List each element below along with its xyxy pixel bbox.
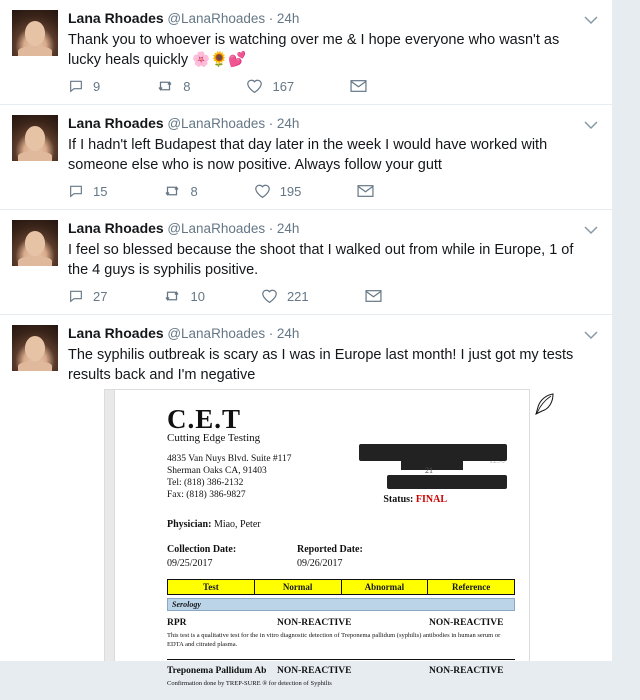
tweet-text: I feel so blessed because the shoot that I walked out from while in Europe, 1 of the 4 guys is syphilis positive. [68, 242, 574, 278]
like-count: 167 [272, 78, 295, 94]
test-name: Treponema Pallidum Ab [167, 666, 267, 676]
display-name[interactable]: Lana Rhoades [68, 220, 164, 236]
retweet-button[interactable] [156, 78, 190, 94]
tweet-text: The syphilis outbreak is scary as I was in Europe last month! I just got my tests results back and I'm negative [68, 347, 574, 383]
collection-date [167, 544, 297, 569]
retweet-button[interactable] [163, 288, 204, 304]
like-button[interactable] [261, 288, 309, 304]
feather-icon [531, 392, 557, 418]
column-header-reference: Reference [451, 582, 491, 592]
avatar-face [25, 21, 45, 45]
like-count: 195 [279, 183, 302, 199]
retweet-button[interactable] [163, 183, 197, 199]
tweet-text: Thank you to whoever is watching over me & I hope everyone who wasn't as lucky heals quickly 🌸🌻💕 [68, 32, 560, 68]
reply-count: 9 [93, 78, 101, 94]
reply-icon [68, 78, 84, 94]
separator-dot: · [268, 11, 274, 26]
column-header-normal: Normal [255, 580, 342, 594]
collection-date-value: 09/25/2017 [167, 558, 213, 569]
retweet-icon [163, 183, 181, 199]
reply-button[interactable] [68, 78, 100, 94]
results-table-header [167, 579, 515, 595]
tweet-body [68, 220, 600, 310]
status-badge [383, 494, 447, 505]
reply-icon [68, 288, 84, 304]
avatar-face [25, 126, 45, 150]
redaction-bar [387, 475, 507, 489]
avatar-face [25, 336, 45, 360]
separator-dot: · [268, 326, 274, 341]
reported-date-value: 09/26/2017 [297, 558, 343, 569]
status-label: Status: [383, 494, 414, 505]
timestamp[interactable]: 24h [276, 326, 300, 341]
tweet-body [68, 10, 600, 100]
avatar-shoulder [18, 46, 52, 56]
chevron-down-icon[interactable] [584, 224, 598, 237]
separator-dot: · [268, 221, 274, 236]
separator-dot: · [268, 116, 274, 131]
avatar[interactable] [12, 115, 58, 161]
reported-date [297, 544, 427, 569]
table-row [167, 618, 515, 630]
avatar[interactable] [12, 325, 58, 371]
chevron-down-icon[interactable] [584, 329, 598, 342]
reply-icon [68, 183, 84, 199]
avatar-shoulder [18, 361, 52, 371]
timestamp[interactable]: 24h [276, 116, 300, 131]
tweet-header [68, 10, 574, 27]
test-reference: NON-REACTIVE [429, 618, 504, 628]
user-handle[interactable]: @LanaRhoades [167, 11, 266, 26]
test-note: Confirmation done by TREP-SURE ® for detection of Syphilis [167, 680, 332, 687]
retweet-count: 10 [190, 288, 205, 304]
cet-tagline: Cutting Edge Testing [167, 432, 261, 444]
user-handle[interactable]: @LanaRhoades [167, 326, 266, 341]
envelope-icon [365, 289, 382, 303]
avatar[interactable] [12, 10, 58, 56]
test-reference: NON-REACTIVE [429, 666, 504, 676]
collection-date-label: Collection Date: [167, 544, 237, 555]
reply-button[interactable] [68, 183, 107, 199]
user-handle[interactable]: @LanaRhoades [167, 116, 266, 131]
avatar-face [25, 231, 45, 255]
display-name[interactable]: Lana Rhoades [68, 10, 164, 26]
test-result: NON-REACTIVE [277, 666, 352, 676]
divider [167, 659, 515, 660]
test-name: RPR [167, 618, 187, 628]
tweet-item[interactable] [0, 105, 612, 210]
tweet-header [68, 220, 574, 237]
address-line: Fax: (818) 386-9827 [167, 490, 246, 500]
reply-count: 15 [93, 183, 108, 199]
test-note: This test is a qualitative test for the in vitro diagnostic detection of Treponema pallidum (syphilis) antibodies in human serum or EDTA and citrated plasma. [167, 632, 501, 648]
physician-value: Miao, Peter [213, 519, 261, 530]
tweet-media[interactable] [12, 389, 600, 687]
chevron-down-icon[interactable] [584, 14, 598, 27]
reported-date-label: Reported Date: [297, 544, 363, 555]
test-result: NON-REACTIVE [277, 618, 352, 628]
tweet-body [68, 115, 600, 205]
tweet-actions [68, 183, 574, 199]
redaction-bar [359, 444, 507, 461]
envelope-icon [357, 184, 374, 198]
heart-icon [254, 183, 271, 199]
address-line: Sherman Oaks CA, 91403 [167, 466, 267, 476]
reply-button[interactable] [68, 288, 107, 304]
tweet-item[interactable] [0, 315, 612, 687]
heart-icon [261, 288, 278, 304]
avatar[interactable] [12, 220, 58, 266]
tweet-actions [68, 288, 574, 304]
share-button[interactable] [350, 79, 367, 93]
dates-row [167, 544, 513, 569]
tweet-body [68, 325, 600, 385]
display-name[interactable]: Lana Rhoades [68, 115, 164, 131]
like-button[interactable] [254, 183, 302, 199]
table-row [167, 666, 515, 678]
address-line: 4835 Van Nuys Blvd. Suite #117 [167, 454, 292, 464]
share-button[interactable] [365, 289, 382, 303]
tweet-actions [68, 78, 574, 94]
cet-logo: C.E.T [167, 404, 242, 434]
tweet-item[interactable] [0, 0, 612, 105]
retweet-count: 8 [183, 78, 191, 94]
timestamp[interactable]: 24h [276, 221, 300, 236]
page-edge [105, 390, 115, 661]
address-line: Tel: (818) 386-2132 [167, 478, 244, 488]
retweet-icon [156, 78, 174, 94]
section-header-serology: Serology [167, 598, 515, 611]
faint-number-mid: 21 [425, 466, 433, 475]
physician-row [167, 519, 513, 530]
like-button[interactable] [246, 78, 294, 94]
reply-count: 27 [93, 288, 108, 304]
status-value: FINAL [415, 494, 447, 505]
tweet-text: If I hadn't left Budapest that day later in the week I would have worked with someone else who is now positive. Always follow your gutt [68, 137, 548, 173]
column-header-abnormal: Abnormal [342, 580, 429, 594]
display-name[interactable]: Lana Rhoades [68, 325, 164, 341]
share-button[interactable] [357, 184, 374, 198]
lab-report-image[interactable] [104, 389, 530, 687]
column-header-test: Test [168, 580, 255, 594]
envelope-icon [350, 79, 367, 93]
chevron-down-icon[interactable] [584, 119, 598, 132]
avatar-shoulder [18, 151, 52, 161]
timestamp[interactable]: 24h [276, 11, 300, 26]
heart-icon [246, 78, 263, 94]
avatar-shoulder [18, 256, 52, 266]
tweet-item[interactable] [0, 210, 612, 315]
retweet-count: 8 [190, 183, 198, 199]
tweet-header [68, 325, 574, 342]
user-handle[interactable]: @LanaRhoades [167, 221, 266, 236]
tweet-header [68, 115, 574, 132]
physician-label: Physician: [167, 519, 212, 530]
like-count: 221 [286, 288, 309, 304]
retweet-icon [163, 288, 181, 304]
